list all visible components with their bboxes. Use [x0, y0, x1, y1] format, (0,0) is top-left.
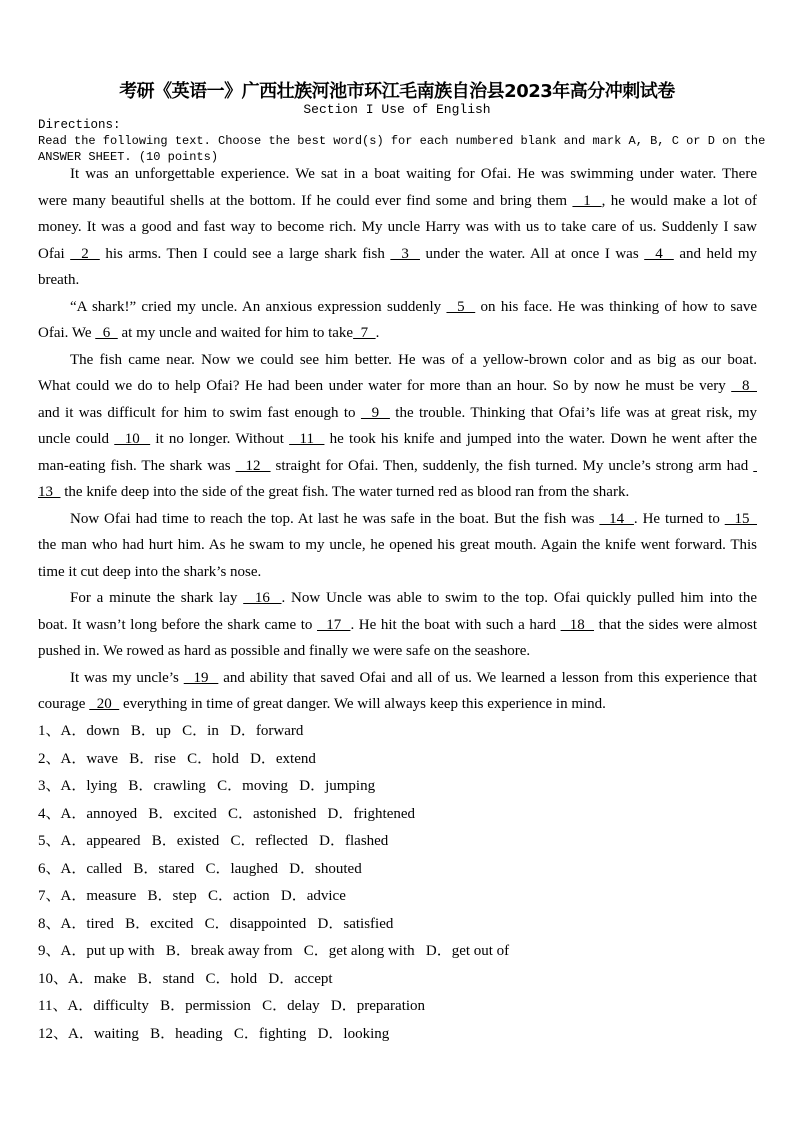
passage-text: and it was difficult for him to swim fast enough to [38, 404, 361, 421]
question-options-3: 3、A．lying B．crawling C．moving D．jumping [38, 778, 376, 794]
section-heading: Section I Use of English [303, 102, 491, 117]
question-options-2: 2、A．wave B．rise C．hold D．extend [38, 750, 316, 767]
passage-text: breath. [38, 272, 80, 288]
passage-text: . Now Uncle was able to swim to the top. Ofai quickly pulled him into the [281, 590, 757, 606]
passage-line [38, 638, 757, 665]
numbered-blank: 11 [289, 431, 325, 447]
numbered-blank: 12 [235, 457, 271, 474]
passage-text: uncle could [38, 431, 115, 447]
passage-line [38, 585, 757, 612]
passage-text: were many beautiful shells at the bottom. If he could ever find some and bring them [38, 192, 573, 209]
passage-text: Ofai [38, 245, 71, 262]
passage-text: money. It was a good and fast way to become rich. My uncle Harry was with us to take care of us. Suddenly I saw [38, 219, 757, 235]
question-options-11: 11、A．difficulty B．permission C．delay D．preparation [38, 998, 426, 1014]
question-options-5: 5、A．appeared B．existed C．reflected D．flashed [38, 833, 389, 849]
passage-line [38, 426, 757, 453]
numbered-blank: 15 [724, 510, 757, 527]
passage-text: , he would make a lot of [601, 192, 757, 209]
passage-text: boat. It wasn’t long before the shark came to [38, 616, 318, 633]
passage-text: . He turned to [633, 510, 725, 527]
passage-text: under the water. All at once I was [419, 245, 645, 262]
passage-line [38, 347, 757, 374]
passage-line [38, 241, 757, 268]
numbered-blank: 6 [95, 325, 118, 341]
directions-label: Directions: [38, 118, 121, 132]
cloze-passage [38, 161, 757, 718]
numbered-blank: 20 [89, 696, 120, 712]
numbered-blank: 13 [38, 484, 61, 500]
passage-line [38, 400, 757, 427]
passage-text: It was my uncle’s [70, 669, 184, 686]
numbered-blank: 18 [560, 616, 595, 633]
numbered-blank: 8 [731, 378, 757, 394]
directions-text: Read the following text. Choose the best word(s) for each numbered blank and mark A, B, C or D on the [38, 134, 766, 148]
passage-text: . [375, 325, 380, 341]
passage-line [38, 320, 757, 347]
passage-line [38, 479, 757, 506]
passage-text: The fish came near. Now we could see him better. He was of a yellow-brown color and as big as our boat. [70, 351, 757, 368]
question-options-7: 7、A．measure B．step C．action D．advice [38, 888, 346, 904]
passage-text: “A shark!” cried my uncle. An anxious expression suddenly [70, 298, 447, 315]
numbered-blank: 2 [70, 245, 100, 262]
passage-line [38, 188, 757, 215]
question-options-8: 8、A．tired B．excited C．disappointed D．satisfied [38, 915, 394, 932]
passage-text: and ability that saved Ofai and all of us. We learned a lesson from this experience that [218, 669, 757, 686]
passage-text: What could we do to help Ofai? He had been under water for more than an hour. So by now he must be very [38, 378, 732, 394]
numbered-blank: 19 [183, 669, 219, 686]
passage-text: Ofai. We [38, 325, 96, 341]
numbered-blank: 16 [243, 590, 282, 606]
numbered-blank: 5 [446, 298, 476, 315]
passage-line [38, 453, 757, 480]
passage-line [38, 612, 757, 639]
passage-line [38, 506, 757, 533]
passage-text: time it cut deep into the shark’s nose. [38, 563, 262, 580]
numbered-blank: 1 [572, 192, 602, 209]
passage-text: at my uncle and waited for him to take [117, 325, 354, 341]
question-options-12: 12、A．waiting B．heading C．fighting D．looking [38, 1025, 390, 1042]
passage-line [38, 373, 757, 400]
passage-line [38, 267, 757, 294]
numbered-blank: 3 [390, 245, 420, 262]
passage-text: Now Ofai had time to reach the top. At last he was safe in the boat. But the fish was [70, 510, 600, 527]
passage-text: the trouble. Thinking that Ofai’s life was at great risk, my [389, 404, 757, 421]
page-title: 考研《英语一》广西壮族河池市环江毛南族自治县2023年高分冲刺试卷 [119, 81, 675, 102]
passage-line [38, 665, 757, 692]
question-options-4: 4、A．annoyed B．excited C．astonished D．frightened [38, 805, 416, 822]
passage-line [38, 559, 757, 586]
passage-line [38, 532, 757, 559]
passage-text: man-eating fish. The shark was [38, 457, 236, 474]
numbered-blank: 4 [644, 245, 674, 262]
question-options-10: 10、A．make B．stand C．hold D．accept [38, 970, 333, 987]
question-options-6: 6、A．called B．stared C．laughed D．shouted [38, 860, 362, 877]
passage-line [38, 294, 757, 321]
passage-line [38, 161, 757, 188]
directions-text-2: ANSWER SHEET. (10 points) [38, 150, 219, 164]
passage-text: . He hit the boat with such a hard [350, 616, 561, 633]
question-options-1: 1、A．down B．up C．in D．forward [38, 723, 304, 739]
passage-text: that the sides were almost [594, 616, 757, 633]
passage-text: and held my [673, 245, 757, 262]
passage-line [38, 214, 757, 241]
numbered-blank: 14 [599, 510, 634, 527]
passage-line [38, 691, 757, 718]
numbered-blank [753, 458, 757, 474]
passage-text: his arms. Then I could see a large shark fish [99, 245, 391, 262]
numbered-blank: 10 [114, 431, 151, 447]
answer-options [38, 718, 509, 1048]
passage-text: he took his knife and jumped into the water. Down he went after the [324, 431, 757, 447]
passage-text: it no longer. Without [150, 431, 290, 447]
passage-text: It was an unforgettable experience. We sat in a boat waiting for Ofai. He was swimming under water. There [70, 166, 757, 182]
passage-text: pushed in. We rowed as hard as possible and finally we were safe on the seashore. [38, 643, 531, 659]
passage-text: the man who had hurt him. As he swam to my uncle, he opened his great mouth. Again the knife went forward. This [38, 537, 757, 553]
passage-text: the knife deep into the side of the great fish. The water turned red as blood ran from the shark. [60, 484, 630, 500]
passage-text: For a minute the shark lay [70, 590, 244, 606]
numbered-blank: 7 [353, 325, 376, 341]
passage-text: on his face. He was thinking of how to save [475, 298, 757, 315]
passage-text: straight for Ofai. Then, suddenly, the fish turned. My uncle’s strong arm had [270, 457, 754, 474]
passage-text: everything in time of great danger. We will always keep this experience in mind. [119, 696, 606, 712]
numbered-blank: 17 [317, 616, 351, 633]
passage-text: courage [38, 696, 90, 712]
question-options-9: 9、A．put up with B．break away from C．get along with D．get out of [38, 943, 510, 959]
numbered-blank: 9 [360, 404, 390, 421]
